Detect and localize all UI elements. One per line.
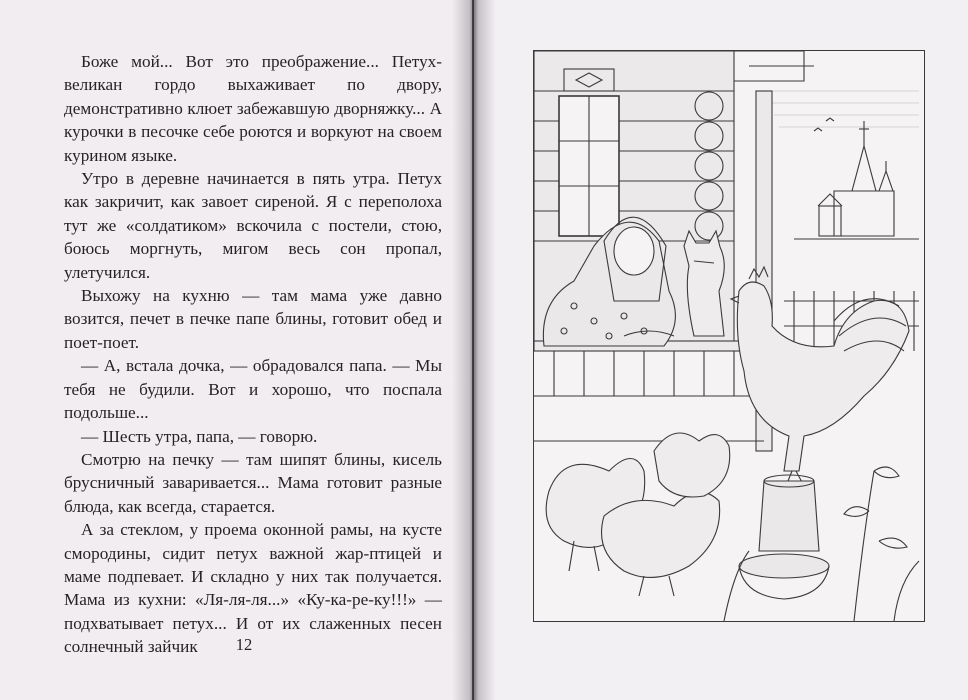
water-basin <box>739 554 829 599</box>
left-page <box>0 0 472 700</box>
hens-group <box>546 433 730 596</box>
paragraph: Выхожу на кухню — там мама уже давно возится, печет в печке папе блины, готовит обед и поет-поет. <box>64 286 442 352</box>
tree-stump <box>759 475 819 551</box>
plants <box>724 467 919 621</box>
paragraph: Боже мой... Вот это преображение... Петух-великан гордо выхаживает по двору, демонстративно клюет забежавшую дворняжку... А курочки в песочке себе роются и воркуют на своем курином языке. <box>64 52 442 165</box>
paragraph: Утро в деревне начинается в пять утра. Петух как закричит, как завоет сиреной. Я с переполоха тут же «солдатиком» вскочила с постели, стою, боюсь моргнуть, мигом весь сон пропал, улетучился. <box>64 169 442 282</box>
sky-hatching <box>764 91 919 127</box>
paragraph: — А, встала дочка, — обрадовался папа. — Мы тебя не будили. Вот и хорошо, что поспала подольше... <box>64 356 442 423</box>
page-text <box>64 50 442 659</box>
village-yard-illustration <box>533 50 925 622</box>
church <box>794 118 919 239</box>
book-gutter <box>452 0 496 700</box>
porch-railing <box>534 341 764 441</box>
paragraph: А за стеклом, у проема оконной рамы, на кусте смородины, сидит петух важной жар-птицей и маме подпевает. И складно у них так получается. Мама из кухни: «Ля-ля-ля...» «Ку-ка-ре-ку!!!» — подхватывает петух... И от их слаженных песен солнечный зайчик <box>64 520 442 657</box>
paragraph: — Шесть утра, папа, — говорю. <box>81 426 318 446</box>
rooster-figure <box>731 267 909 486</box>
paragraph: Смотрю на печку — там шипят блины, кисель брусничный заваривается... Мама готовит разные блюда, как всегда, старается. <box>64 449 442 516</box>
page-number: 12 <box>235 635 253 654</box>
